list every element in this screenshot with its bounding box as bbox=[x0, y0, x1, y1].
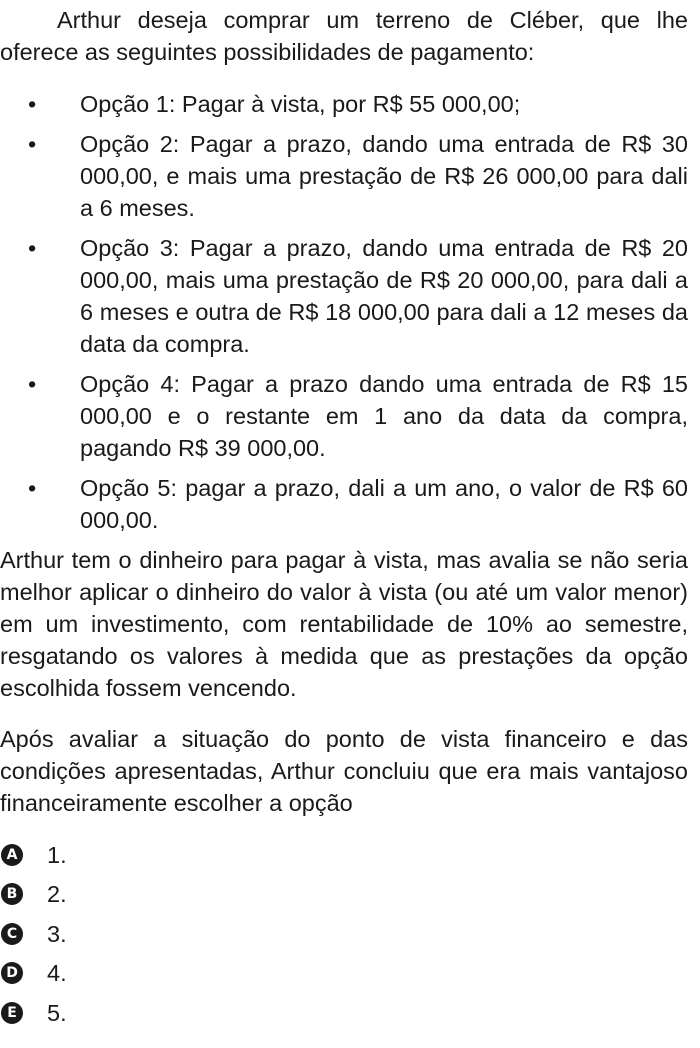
payment-option-2 bbox=[0, 128, 688, 224]
answer-choice-a[interactable] bbox=[0, 835, 688, 875]
answer-text: 1. bbox=[47, 841, 67, 868]
bullet-icon: • bbox=[28, 235, 37, 261]
answer-text: 4. bbox=[47, 960, 67, 987]
answer-text: 5. bbox=[47, 999, 67, 1026]
question-intro: Arthur deseja comprar um terreno de Cléber, que lhe oferece as seguintes possibilidades de pagamento: bbox=[0, 7, 688, 65]
letter-a-badge-icon: A bbox=[1, 844, 23, 866]
bullet-icon: • bbox=[28, 371, 37, 397]
payment-options-list bbox=[0, 88, 688, 536]
letter-b-badge-icon: B bbox=[1, 883, 23, 905]
payment-option-text: Opção 3: Pagar a prazo, dando uma entrada de R$ 20 000,00, mais uma prestação de R$ 20 000,00, para dali a 6 meses e outra de R$ 18 000,00 para dali a 12 meses da data da compra. bbox=[80, 235, 688, 357]
answer-choice-d[interactable] bbox=[0, 954, 688, 994]
answer-text: 2. bbox=[47, 881, 67, 908]
bullet-icon: • bbox=[28, 131, 37, 157]
letter-e-badge-icon: E bbox=[1, 1002, 23, 1024]
answer-choice-b[interactable] bbox=[0, 875, 688, 915]
answer-choices bbox=[0, 835, 688, 1033]
payment-option-1 bbox=[0, 88, 688, 120]
answer-choice-e[interactable] bbox=[0, 993, 688, 1033]
bullet-icon: • bbox=[28, 475, 37, 501]
question-prompt: Após avaliar a situação do ponto de vista financeiro e das condições apresentadas, Arthur concluiu que era mais vantajoso financeiramente escolher a opção bbox=[0, 726, 688, 816]
payment-option-text: Opção 4: Pagar a prazo dando uma entrada de R$ 15 000,00 e o restante em 1 ano da data da compra, pagando R$ 39 000,00. bbox=[80, 371, 688, 461]
payment-option-text: Opção 1: Pagar à vista, por R$ 55 000,00; bbox=[80, 91, 521, 117]
payment-option-5 bbox=[0, 472, 688, 536]
answer-text: 3. bbox=[47, 920, 67, 947]
payment-option-text: Opção 5: pagar a prazo, dali a um ano, o valor de R$ 60 000,00. bbox=[80, 475, 688, 533]
bullet-icon: • bbox=[28, 91, 37, 117]
payment-option-4 bbox=[0, 368, 688, 464]
investment-paragraph: Arthur tem o dinheiro para pagar à vista, mas avalia se não seria melhor aplicar o dinheiro do valor à vista (ou até um valor menor) em um investimento, com rentabilidade de 10% ao semestre, resgatando os valores à medida que as prestações da opção escolhida fossem vencendo. bbox=[0, 547, 688, 701]
answer-choice-c[interactable] bbox=[0, 914, 688, 954]
payment-option-text: Opção 2: Pagar a prazo, dando uma entrada de R$ 30 000,00, e mais uma prestação de R$ 26 000,00 para dali a 6 meses. bbox=[80, 131, 688, 221]
letter-d-badge-icon: D bbox=[1, 962, 23, 984]
letter-c-badge-icon: C bbox=[1, 923, 23, 945]
payment-option-3 bbox=[0, 232, 688, 360]
